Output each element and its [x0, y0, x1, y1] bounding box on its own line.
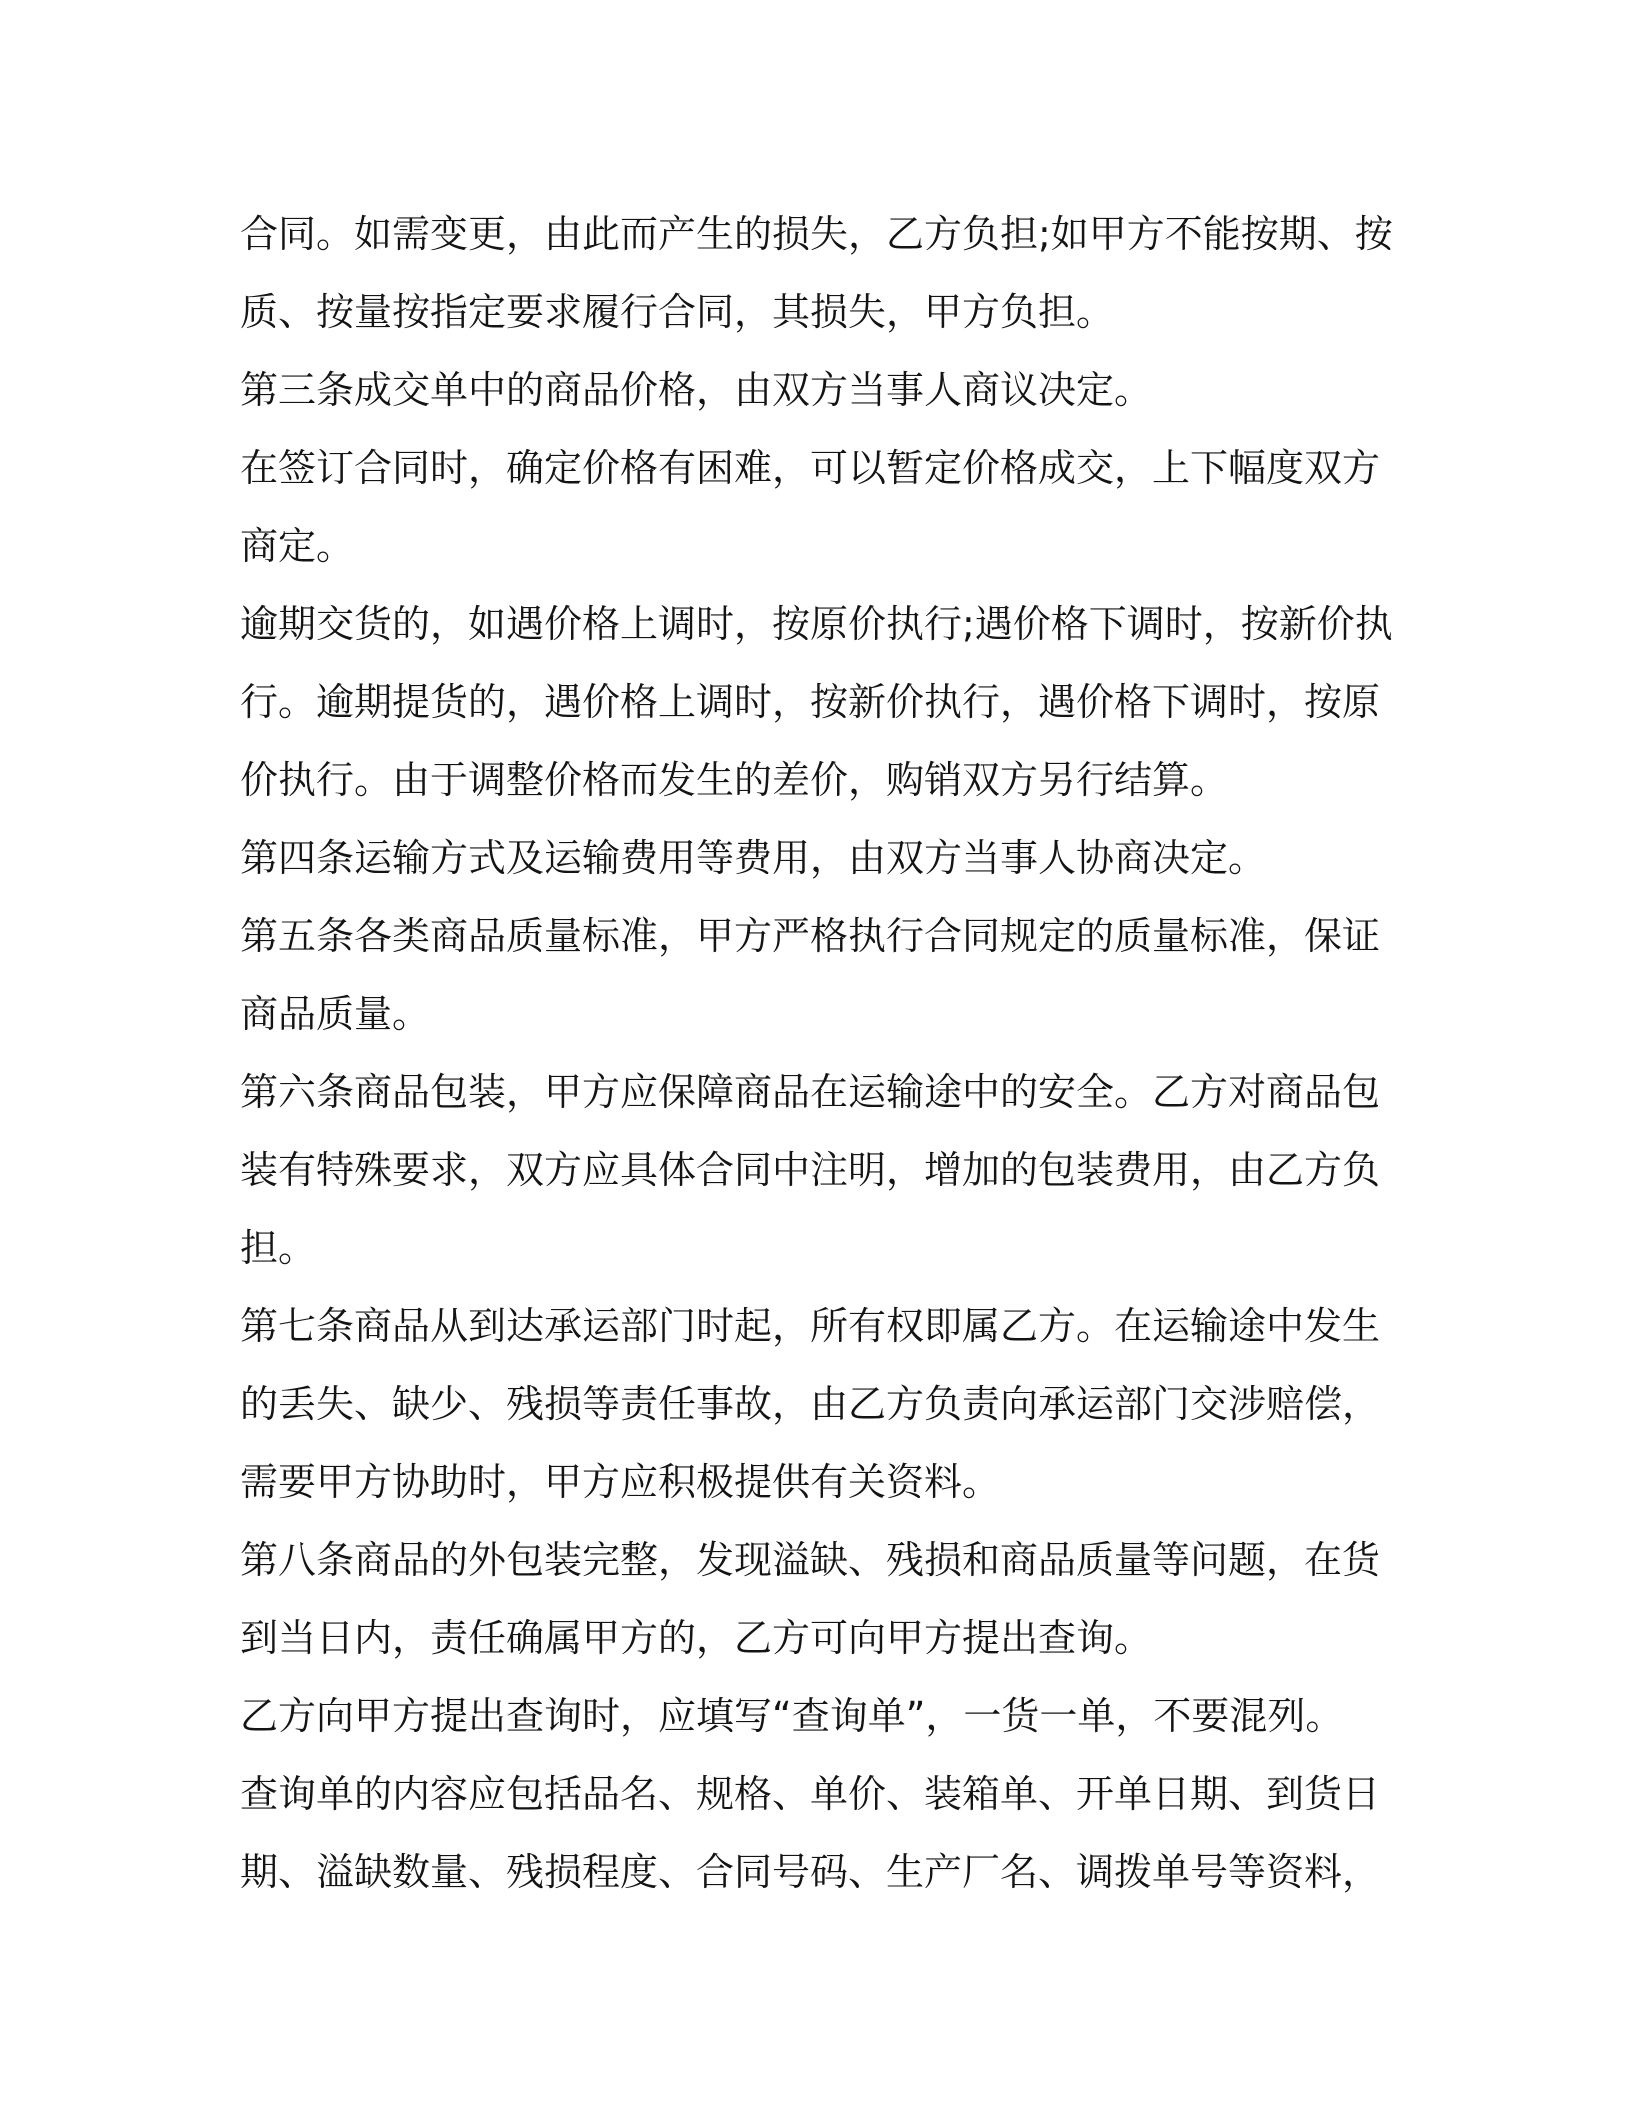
text-line: 担。	[240, 1226, 317, 1270]
text-line: 到当日内，责任确属甲方的，乙方可向甲方提出查询。	[240, 1616, 1153, 1660]
text-line: 第四条运输方式及运输费用等费用，由双方当事人协商决定。	[240, 836, 1267, 880]
text-line: 第五条各类商品质量标准，甲方严格执行合同规定的质量标准，保证	[240, 914, 1381, 958]
text-line: 行。逾期提货的，遇价格上调时，按新价执行，遇价格下调时，按原	[240, 680, 1381, 724]
text-line: 价执行。由于调整价格而发生的差价，购销双方另行结算。	[240, 758, 1229, 802]
text-line: 商品质量。	[240, 992, 431, 1036]
text-line: 第三条成交单中的商品价格，由双方当事人商议决定。	[240, 368, 1153, 412]
text-line: 合同。如需变更，由此而产生的损失，乙方负担;如甲方不能按期、按	[240, 212, 1393, 256]
text-line: 需要甲方协助时，甲方应积极提供有关资料。	[240, 1460, 1001, 1504]
text-line: 装有特殊要求，双方应具体合同中注明，增加的包装费用，由乙方负	[240, 1148, 1381, 1192]
text-line: 第七条商品从到达承运部门时起，所有权即属乙方。在运输途中发生	[240, 1304, 1381, 1348]
text-line: 的丢失、缺少、残损等责任事故，由乙方负责向承运部门交涉赔偿，	[240, 1382, 1381, 1426]
text-line: 乙方向甲方提出查询时，应填写“查询单”，一货一单，不要混列。	[240, 1694, 1344, 1738]
text-line: 第八条商品的外包装完整，发现溢缺、残损和商品质量等问题，在货	[240, 1538, 1381, 1582]
text-line: 商定。	[240, 524, 355, 568]
text-line: 逾期交货的，如遇价格上调时，按原价执行;遇价格下调时，按新价执	[240, 602, 1393, 646]
text-line: 在签订合同时，确定价格有困难，可以暂定价格成交，上下幅度双方	[240, 446, 1381, 490]
text-line: 第六条商品包装，甲方应保障商品在运输途中的安全。乙方对商品包	[240, 1070, 1381, 1114]
contract-text-body	[240, 195, 1393, 1911]
text-line: 期、溢缺数量、残损程度、合同号码、生产厂名、调拨单号等资料，	[240, 1850, 1381, 1894]
text-line: 查询单的内容应包括品名、规格、单价、装箱单、开单日期、到货日	[240, 1772, 1381, 1816]
text-line: 质、按量按指定要求履行合同，其损失，甲方负担。	[240, 290, 1115, 334]
